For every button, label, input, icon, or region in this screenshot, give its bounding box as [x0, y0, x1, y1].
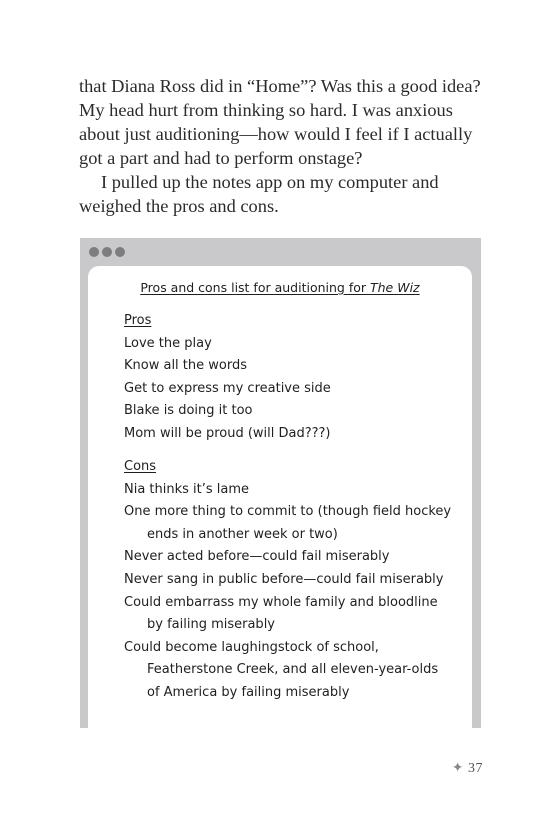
- page-folio: [452, 760, 483, 777]
- pros-item: Mom will be proud (will Dad???): [124, 425, 331, 441]
- note-title-italic: The Wiz: [370, 280, 420, 295]
- paragraph-1: that Diana Ross did in “Home”? Was this a good idea? My head hurt from thinking so hard. I was anxious about just auditioning—how would I feel if I actually got a part and had to perform onstage?: [79, 76, 481, 168]
- note-panel: [88, 266, 472, 728]
- pros-heading: Pros: [124, 313, 152, 328]
- cons-item: Nia thinks it’s lame: [124, 481, 250, 497]
- cons-item: Could embarrass my whole family and bloodline by failing miserably: [124, 594, 438, 633]
- note-title: [88, 280, 472, 296]
- window-controls: [89, 247, 125, 257]
- note-title-text: Pros and cons list for auditioning for: [140, 280, 370, 295]
- pros-item: Know all the words: [124, 358, 247, 374]
- pros-item: Love the play: [124, 335, 212, 351]
- body-text: [79, 74, 483, 218]
- window-dot-icon[interactable]: [102, 247, 112, 257]
- pros-section: [124, 310, 454, 446]
- cons-section: [124, 456, 454, 705]
- notes-app-window: [80, 238, 481, 728]
- window-dot-icon[interactable]: [89, 247, 99, 257]
- cons-item: One more thing to commit to (though field hockey ends in another week or two): [124, 504, 452, 542]
- cons-item: Never acted before—could fail miserably: [124, 549, 390, 565]
- cons-item: Could become laughingstock of school, Featherstone Creek, and all eleven-year-olds of America by failing miserably: [124, 639, 439, 700]
- star-ornament-icon: ✦: [451, 761, 464, 776]
- pros-item: Blake is doing it too: [124, 403, 253, 419]
- window-dot-icon[interactable]: [115, 247, 125, 257]
- page-number: 37: [468, 761, 483, 776]
- pros-item: Get to express my creative side: [124, 380, 331, 396]
- paragraph-2: I pulled up the notes app on my computer and weighed the pros and cons.: [79, 172, 439, 216]
- cons-heading: Cons: [124, 459, 157, 474]
- cons-item: Never sang in public before—could fail miserably: [124, 571, 444, 587]
